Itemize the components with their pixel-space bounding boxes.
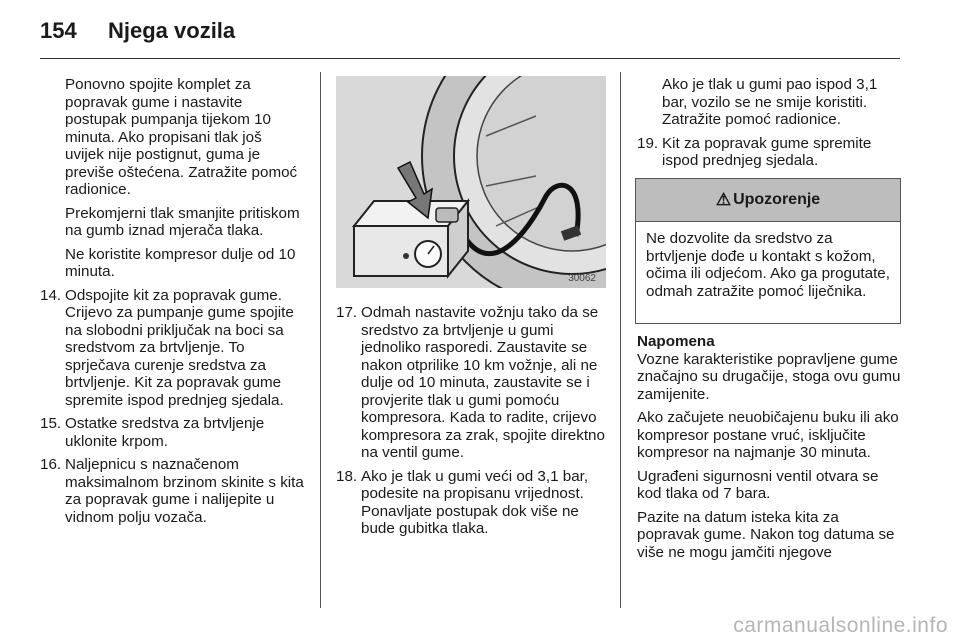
warning-title: Upozorenje bbox=[733, 191, 821, 208]
compressor-drawing bbox=[336, 76, 606, 288]
list-text: Ako je tlak u gumi veći od 3,1 bar, podesite na propisanu vrijednost. Ponavljate postupak dok više ne bude gubitka tlaka. bbox=[361, 467, 589, 537]
column-3-lower bbox=[637, 333, 903, 567]
list-item bbox=[40, 415, 304, 450]
list-item bbox=[40, 287, 304, 410]
page-title: Njega vozila bbox=[108, 18, 236, 43]
column-divider bbox=[320, 72, 321, 608]
warning-triangle-icon: ⚠ bbox=[715, 190, 732, 209]
list-item bbox=[336, 304, 606, 462]
paragraph: Ako je tlak u gumi pao ispod 3,1 bar, vozilo se ne smije koristiti. Zatražite pomoć radionice. bbox=[662, 76, 878, 128]
paragraph: Prekomjerni tlak smanjite pritiskom na gumb iznad mjerača tlaka. bbox=[65, 204, 300, 239]
list-number: 18. bbox=[336, 467, 358, 485]
note-title: Napomena bbox=[637, 333, 715, 350]
paragraph: Pazite na datum isteka kita za popravak gume. Nakon tog datuma se više ne mogu jamčiti njegove bbox=[637, 508, 895, 561]
column-3 bbox=[637, 76, 903, 176]
list-text: Naljepnicu s naznačenom maksimalnom brzinom skinite s kita za popravak gume i nalijepite u vidnom polju vozača. bbox=[65, 456, 304, 526]
list-number: 17. bbox=[336, 304, 358, 321]
page-header bbox=[40, 14, 920, 50]
list-number: 14. bbox=[40, 286, 62, 304]
note-text: Vozne karakteristike popravljene gume značajno su drugačije, stoga ovu gumu zamijenite. bbox=[637, 350, 901, 403]
compressor-illustration bbox=[336, 76, 606, 288]
list-item bbox=[336, 468, 606, 538]
column-divider bbox=[620, 72, 621, 608]
column-2 bbox=[336, 304, 606, 544]
list-text: Kit za popravak gume spremite ispod prednjeg sjedala. bbox=[662, 134, 872, 169]
header-divider bbox=[40, 58, 900, 59]
paragraph: Ponovno spojite komplet za popravak gume i nastavite postupak pumpanja tijekom 10 minuta. Ako propisani tlak još uvijek nije postignut, guma je previše oštećena. Zatražite pomoć radionice. bbox=[65, 76, 298, 198]
list-text: Odmah nastavite vožnju tako da se sredstvo za brtvljenje u gumi jednoliko rasporedi. Zaustavite se nakon otprilike 10 km vožnje, ali ne dulje od 10 minuta, zaustavite se i provjerite tlak u gumi pomoću kompresora. Kada to radite, crijevo kompresora za zrak, spojite direktno na ventil gume. bbox=[361, 304, 605, 461]
column-1 bbox=[40, 76, 304, 532]
warning-header bbox=[636, 179, 900, 222]
list-item bbox=[40, 456, 304, 526]
figure-code: 30062 bbox=[568, 273, 596, 284]
page-number: 154 bbox=[40, 18, 77, 43]
list-number: 19. bbox=[637, 134, 659, 152]
list-number: 16. bbox=[40, 456, 62, 473]
list-text: Odspojite kit za popravak gume. Crijevo za pumpanje gume spojite na slobodni priključak na boci sa sredstvom za brtvljenje. To sprječava curenje sredstva za brtvljenje. Kit za popravak gume spremite ispod prednjeg sjedala. bbox=[65, 286, 294, 409]
warning-box bbox=[635, 178, 901, 324]
list-text: Ostatke sredstva za brtvljenje uklonite krpom. bbox=[65, 415, 265, 450]
paragraph: Ugrađeni sigurnosni ventil otvara se kod tlaka od 7 bara. bbox=[637, 467, 879, 502]
list-number: 15. bbox=[40, 415, 62, 432]
paragraph: Ne koristite kompresor dulje od 10 minuta. bbox=[65, 245, 296, 280]
warning-text: Ne dozvolite da sredstvo za brtvljenje dođe u kontakt s kožom, očima ili odjećom. Ako ga progutate, odmah zatražite pomoć liječnika. bbox=[646, 230, 890, 300]
list-item bbox=[637, 135, 903, 170]
paragraph: Ako začujete neuobičajenu buku ili ako kompresor postane vruć, isključite kompresor na najmanje 30 minuta. bbox=[637, 409, 899, 461]
watermark: carmanualsonline.info bbox=[733, 614, 948, 637]
